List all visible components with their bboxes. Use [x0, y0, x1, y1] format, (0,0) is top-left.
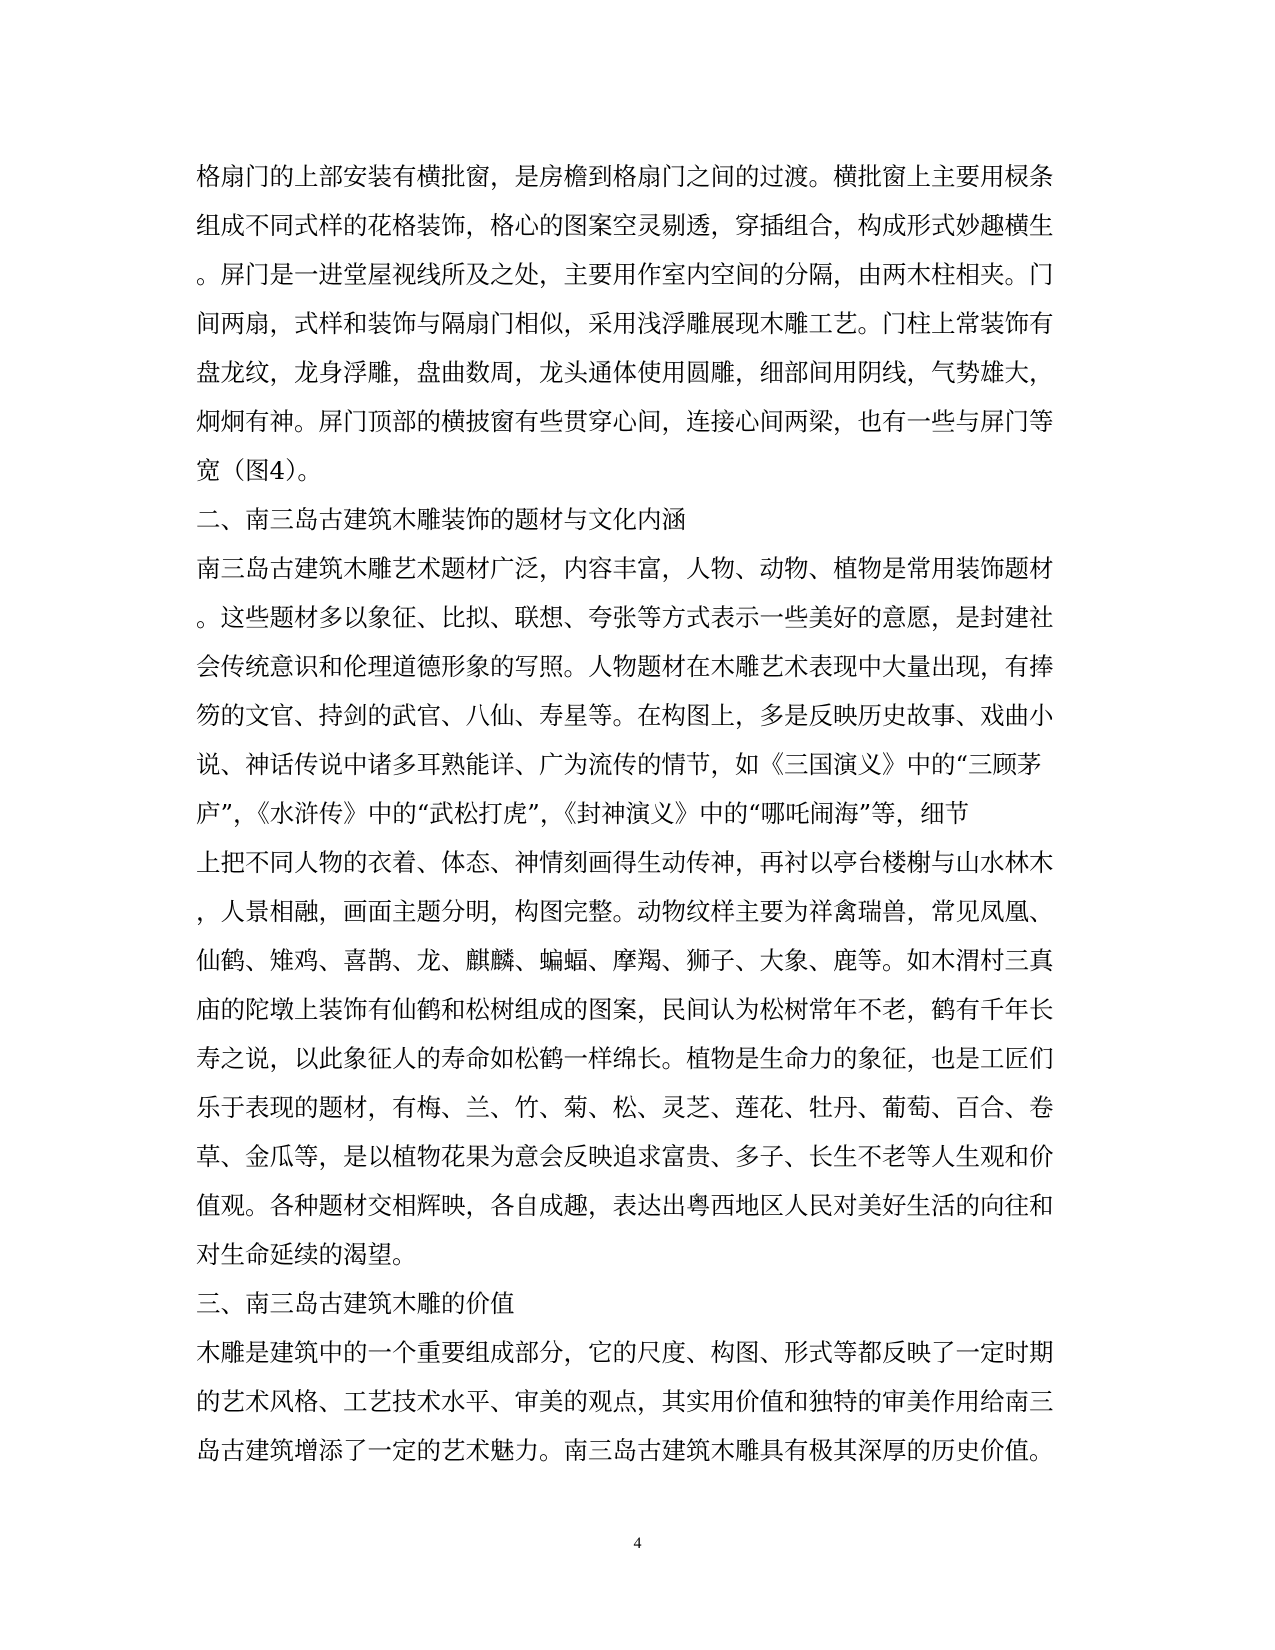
text-line: 间两扇，式样和装饰与隔扇门相似，采用浅浮雕展现木雕工艺。门柱上常装饰有	[196, 309, 1054, 338]
text-line: 组成不同式样的花格装饰，格心的图案空灵剔透，穿插组合，构成形式妙趣横生	[196, 211, 1054, 240]
text-line: 笏的文官、持剑的武官、八仙、寿星等。在构图上，多是反映历史故事、戏曲小	[196, 701, 1054, 730]
text-line: ，人景相融，画面主题分明，构图完整。动物纹样主要为祥禽瑞兽，常见凤凰、	[196, 897, 1054, 926]
text-line: 会传统意识和伦理道德形象的写照。人物题材在木雕艺术表现中大量出现，有捧	[196, 652, 1054, 681]
page-number: 4	[633, 1535, 642, 1552]
text-line: 庐”，《水浒传》中的“武松打虎”，《封神演义》中的“哪吒闹海”等，细节	[196, 799, 970, 828]
text-line: 草、金瓜等，是以植物花果为意会反映追求富贵、多子、长生不老等人生观和价	[196, 1142, 1054, 1171]
text-line: 上把不同人物的衣着、体态、神情刻画得生动传神，再衬以亭台楼榭与山水林木	[196, 848, 1054, 877]
paragraph-architecture-doors	[196, 152, 1076, 495]
paragraph-value	[196, 1328, 1076, 1475]
text-line: 对生命延续的渴望。	[196, 1240, 417, 1269]
text-line: 说、神话传说中诸多耳熟能详、广为流传的情节，如《三国演义》中的“三顾茅	[196, 750, 1042, 779]
section-heading-themes: 二、南三岛古建筑木雕装饰的题材与文化内涵	[196, 505, 686, 534]
paragraph-themes	[196, 544, 1076, 1279]
section-heading-value: 三、南三岛古建筑木雕的价值	[196, 1289, 515, 1318]
text-line: 寿之说，以此象征人的寿命如松鹤一样绵长。植物是生命力的象征，也是工匠们	[196, 1044, 1054, 1073]
text-line: 仙鹤、雉鸡、喜鹊、龙、麒麟、蝙蝠、摩羯、狮子、大象、鹿等。如木渭村三真	[196, 946, 1054, 975]
text-line: 。这些题材多以象征、比拟、联想、夸张等方式表示一些美好的意愿，是封建社	[196, 603, 1054, 632]
text-line: 乐于表现的题材，有梅、兰、竹、菊、松、灵芝、莲花、牡丹、葡萄、百合、卷	[196, 1093, 1054, 1122]
text-line: 炯炯有神。屏门顶部的横披窗有些贯穿心间，连接心间两梁，也有一些与屏门等	[196, 407, 1054, 436]
text-line: 岛古建筑增添了一定的艺术魅力。南三岛古建筑木雕具有极其深厚的历史价值。	[196, 1436, 1054, 1465]
text-line: 。屏门是一进堂屋视线所及之处，主要用作室内空间的分隔，由两木柱相夹。门	[196, 260, 1054, 289]
text-line: 木雕是建筑中的一个重要组成部分，它的尺度、构图、形式等都反映了一定时期	[196, 1338, 1054, 1367]
text-line: 值观。各种题材交相辉映，各自成趣，表达出粤西地区人民对美好生活的向往和	[196, 1191, 1054, 1220]
text-line: 的艺术风格、工艺技术水平、审美的观点，其实用价值和独特的审美作用给南三	[196, 1387, 1054, 1416]
text-line: 格扇门的上部安装有横批窗，是房檐到格扇门之间的过渡。横批窗上主要用棂条	[196, 162, 1054, 191]
text-line: 庙的陀墩上装饰有仙鹤和松树组成的图案，民间认为松树常年不老，鹤有千年长	[196, 995, 1054, 1024]
text-line: 宽（图4）。	[196, 456, 322, 485]
text-line: 南三岛古建筑木雕艺术题材广泛，内容丰富，人物、动物、植物是常用装饰题材	[196, 554, 1054, 583]
page-body	[196, 152, 1076, 1475]
text-line: 盘龙纹，龙身浮雕，盘曲数周，龙头通体使用圆雕，细部间用阴线，气势雄大，	[196, 358, 1054, 387]
